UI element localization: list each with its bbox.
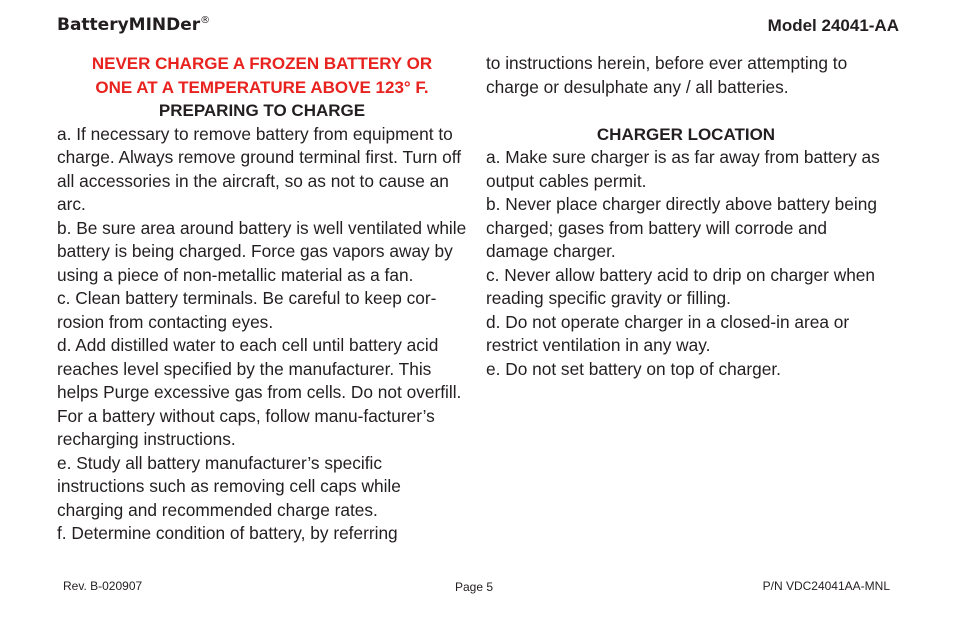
registered-mark: ®	[200, 15, 211, 26]
model-number: Model 24041-AA	[767, 16, 899, 35]
instruction-item: d. Do not operate charger in a closed-in area or restrict ventilation in any way.	[486, 311, 850, 355]
instruction-item: a. Make sure charger is as far away from battery as output cables permit.	[486, 147, 880, 191]
instruction-item: e. Study all battery manufacturer’s specific instructions such as removing cell caps while charging and recommended charge rates.	[57, 452, 401, 520]
instruction-item: f. Determine condition of battery, by referring	[57, 523, 398, 543]
warning-line-2: ONE AT A TEMPERATURE ABOVE 123° F.	[95, 77, 429, 97]
part-number: P/N VDC24041AA-MNL	[762, 579, 890, 593]
revision-label: Rev. B-020907	[63, 579, 143, 593]
page-number: Page 5	[455, 580, 494, 594]
instruction-item: e. Do not set battery on top of charger.	[486, 358, 781, 379]
instruction-item: b. Never place charger directly above battery being charged; gases from battery will corrode and damage charger.	[486, 194, 877, 261]
instruction-item: d. Add distilled water to each cell until battery acid reaches level specified by the manufacturer. This helps Purge excessive gas from cells. Do not overfill. For a battery without caps, follow manu-facturer’s recharging instructions.	[57, 335, 462, 449]
brand-logo	[57, 15, 210, 35]
instruction-item: c. Clean battery terminals. Be careful to keep cor-rosion from contacting eyes.	[57, 288, 437, 332]
right-column	[486, 52, 886, 381]
frozen-battery-warning	[57, 52, 467, 99]
instruction-item: c. Never allow battery acid to drip on charger when reading specific gravity or filling.	[486, 264, 876, 308]
continuation-text: to instructions herein, before ever attempting to charge or desulphate any / all batteries.	[486, 53, 848, 97]
section-heading-charger-location: CHARGER LOCATION	[596, 124, 776, 144]
warning-line-1: NEVER CHARGE A FROZEN BATTERY OR	[91, 54, 433, 73]
instruction-item: a. If necessary to remove battery from equipment to charge. Always remove ground terminal first. Turn off all accessories in the aircraft, so as not to cause an arc.	[57, 123, 462, 214]
instruction-item: b. Be sure area around battery is well ventilated while battery is being charged. Force gas vapors away by using a piece of non-metallic material as a fan.	[57, 217, 467, 285]
section-heading-preparing: PREPARING TO CHARGE	[158, 101, 366, 120]
brand-name: BatteryMINDer	[57, 15, 201, 35]
left-column	[57, 52, 467, 546]
